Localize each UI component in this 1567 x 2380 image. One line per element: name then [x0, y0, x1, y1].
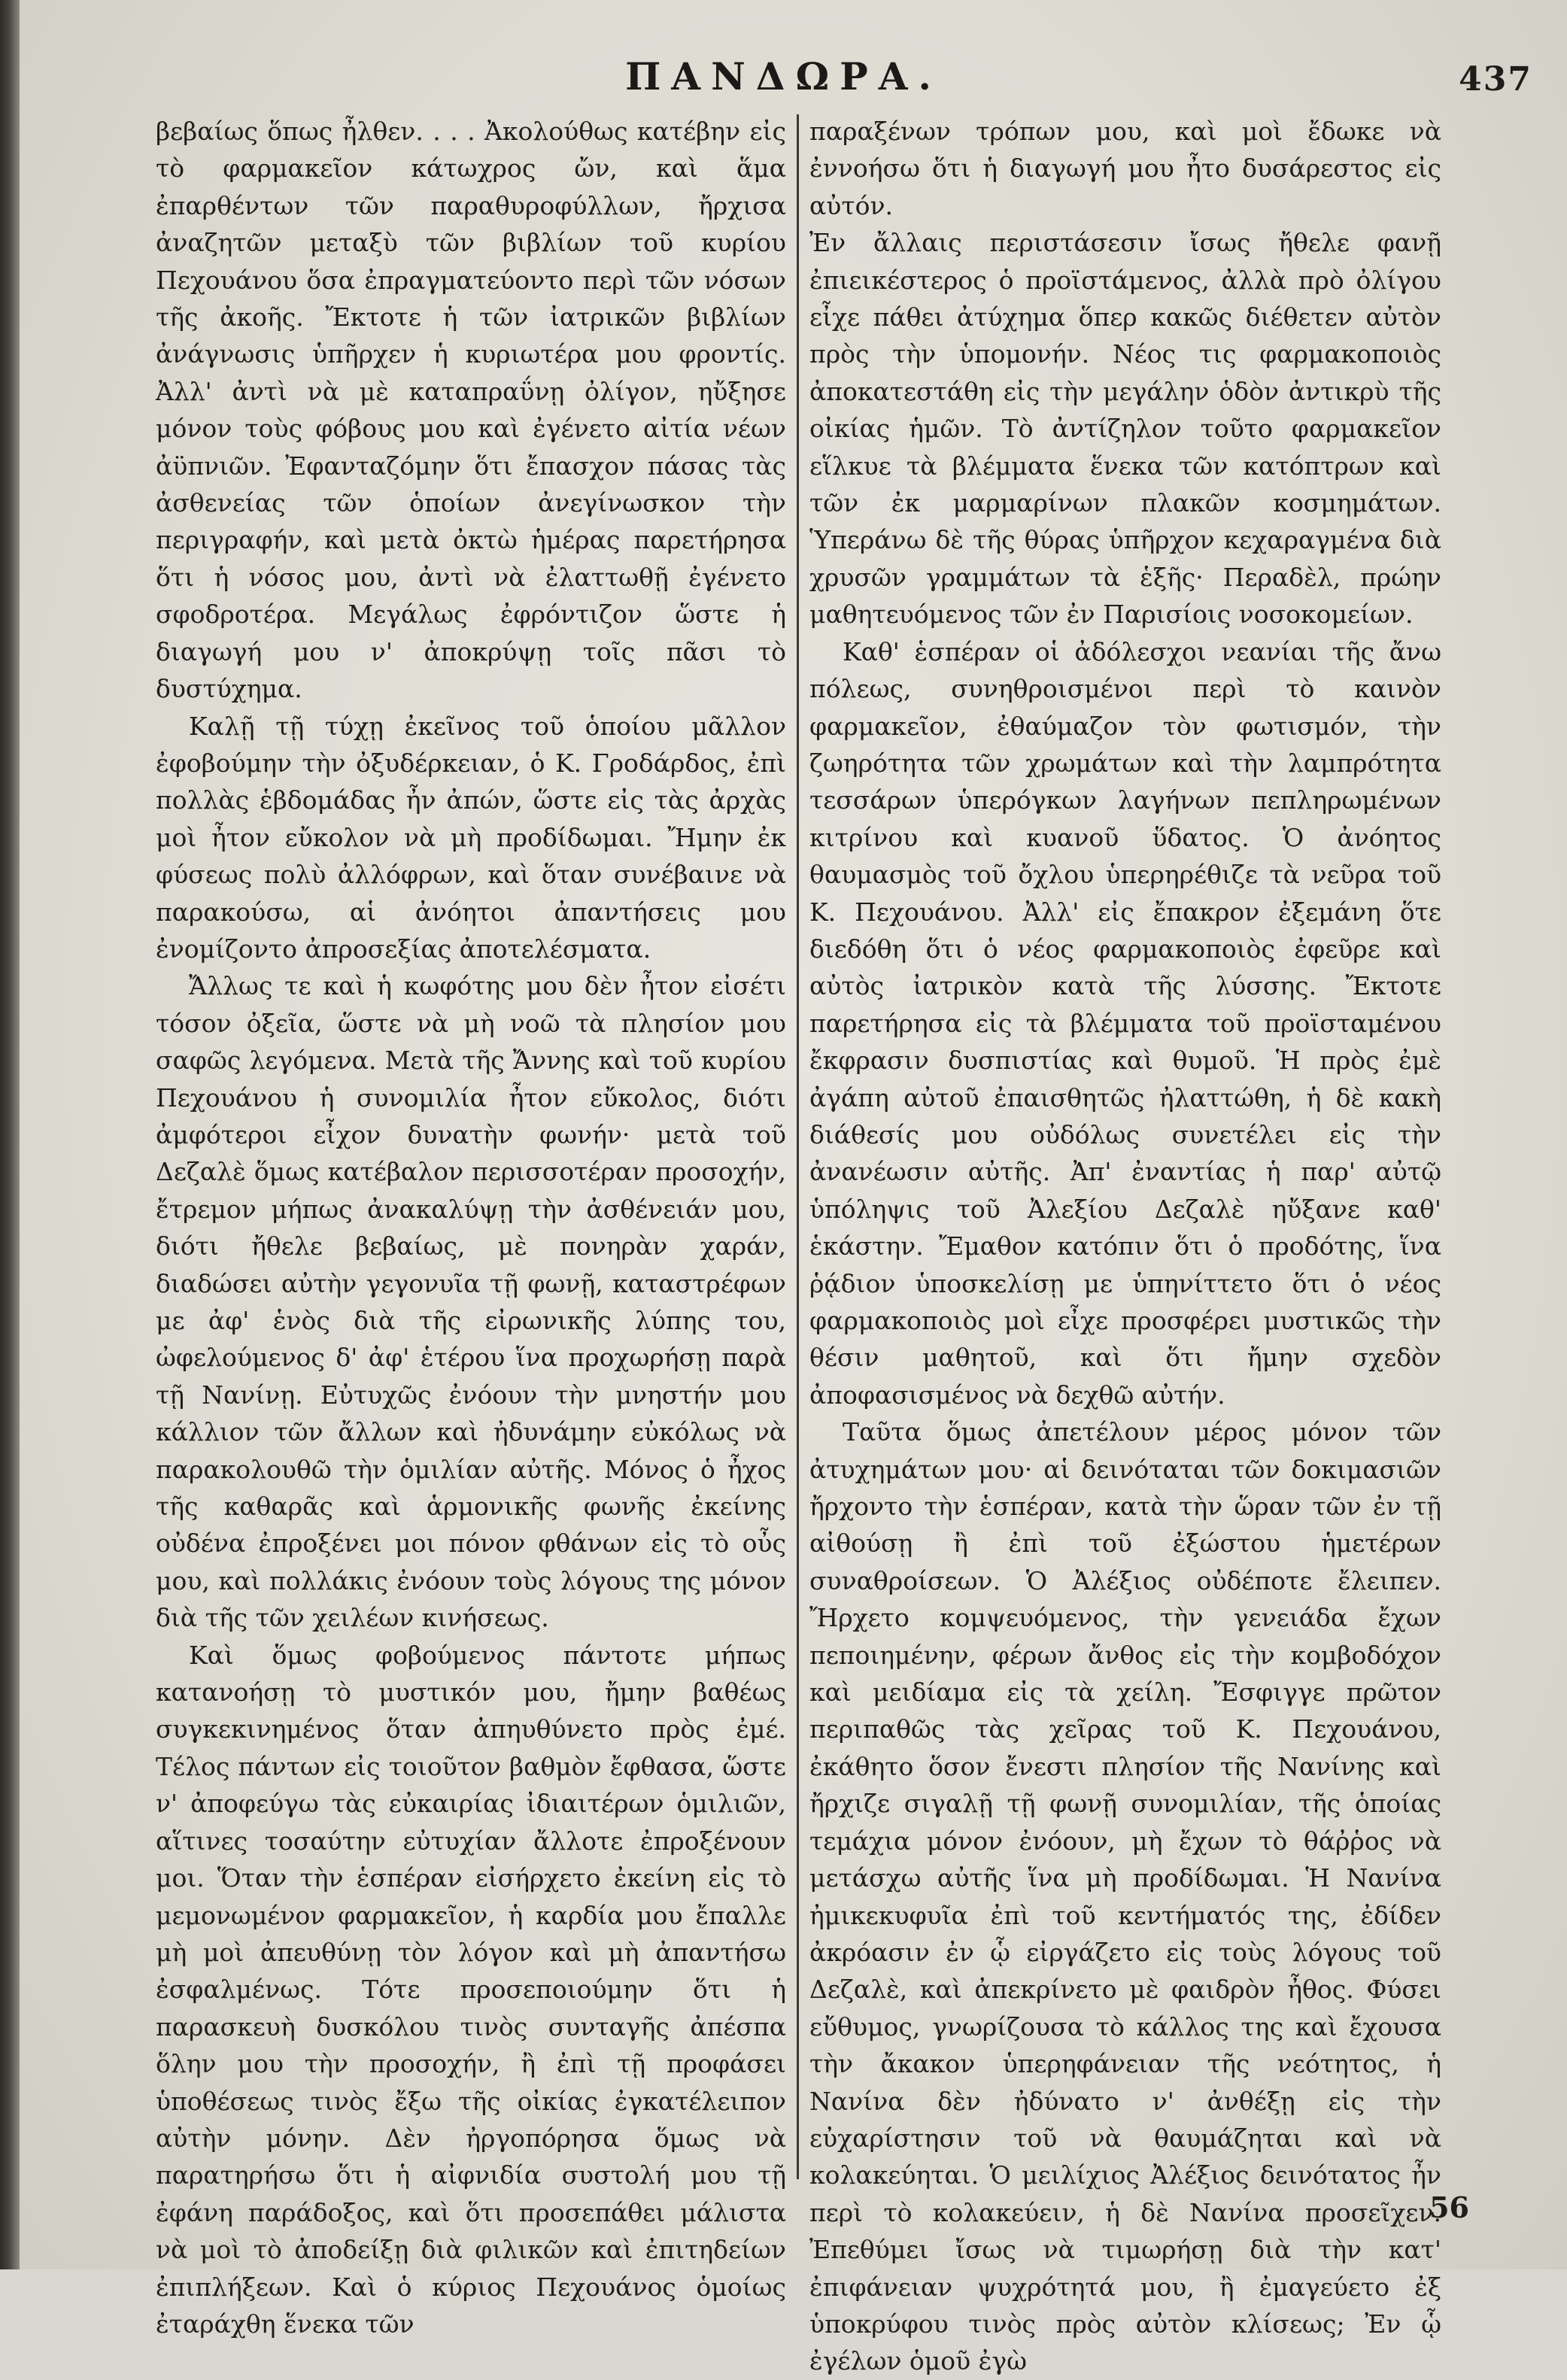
- paragraph: Καὶ ὅμως φοβούμενος πάντοτε μήπως κατανοήσῃ τὸ μυστικόν μου, ἤμην βαθέως συγκεκινημένος ὅταν ἀπηυθύνετο πρὸς ἐμέ. Τέλος πάντων εἰς τοιοῦτον βαθμὸν ἔφθασα, ὥστε ν' ἀποφεύγω τὰς εὐκαιρίας ἰδιαιτέρων ὁμιλιῶν, αἵτινες τοσαύτην εὐτυχίαν ἄλλοτε ἐπροξένουν μοι. Ὅταν τὴν ἑσπέραν εἰσήρχετο ἐκείνη εἰς τὸ μεμονωμένον φαρμακεῖον, ἡ καρδία μου ἔπαλλε μὴ μοὶ ἀπευθύνῃ τὸν λόγον καὶ μὴ ἀπαντήσω ἐσφαλμένως. Τότε προσεποιούμην ὅτι ἡ παρασκευὴ δυσκόλου τινὸς συνταγῆς ἀπέσπα ὅλην μου τὴν προσοχήν, ἢ ἐπὶ τῇ προφάσει ὑποθέσεως τινὸς ἔξω τῆς οἰκίας ἐγκατέλειπον αὐτὴν μόνην. Δὲν ἠργοπόρησα ὅμως νὰ παρατηρήσω ὅτι ἡ αἰφνιδία συστολή μου τῇ ἐφάνη παράδοξος, καὶ ὅτι προσεπάθει μάλιστα νὰ μοὶ τὸ ἀποδείξῃ διὰ φιλικῶν καὶ ἐπιτηδείων ἐπιπλήξεων. Καὶ ὁ κύριος Πεχουάνος ὁμοίως ἐταράχθη ἕνεκα τῶν: [156, 1640, 786, 2339]
- paragraph: Καλῇ τῇ τύχῃ ἐκεῖνος τοῦ ὁποίου μᾶλλον ἐφοβούμην τὴν ὀξυδέρκειαν, ὁ Κ. Γροδάρδος, ἐπὶ πολλὰς ἑβδομάδας ἦν ἀπών, ὥστε εἰς τὰς ἀρχὰς μοὶ ἦτον εὔκολον νὰ μὴ προδίδωμαι. Ἤμην ἐκ φύσεως πολὺ ἀλλόφρων, καὶ ὅταν συνέβαινε νὰ παρακούσω, αἱ ἀνόητοι ἀπαντήσεις μου ἐνομίζοντο ἀπροσεξίας ἀποτελέσματα.: [156, 711, 786, 964]
- column-divider: [797, 114, 799, 2179]
- book-spine-shadow: [0, 0, 20, 2269]
- paragraph: Ἄλλως τε καὶ ἡ κωφότης μου δὲν ἦτον εἰσέτι τόσον ὀξεῖα, ὥστε νὰ μὴ νοῶ τὰ πλησίον μου σαφῶς λεγόμενα. Μετὰ τῆς Ἄννης καὶ τοῦ κυρίου Πεχουάνου ἡ συνομιλία ἦτον εὔκολος, διότι ἀμφότεροι εἶχον δυνατὴν φωνήν· μετὰ τοῦ Δεζαλὲ ὅμως κατέβαλον περισσοτέραν προσοχήν, ἔτρεμον μήπως ἀνακαλύψῃ τὴν ἀσθένειάν μου, διότι ἤθελε βεβαίως, μὲ πονηρὰν χαράν, διαδώσει αὐτὴν γεγονυῖα τῇ φωνῇ, καταστρέφων με ἀφ' ἑνὸς διὰ τῆς εἰρωνικῆς λύπης του, ὠφελούμενος δ' ἀφ' ἑτέρου ἵνα προχωρήσῃ παρὰ τῇ Νανίνῃ. Εὐτυχῶς ἐνόουν τὴν μνηστήν μου κάλλιον τῶν ἄλλων καὶ ἠδυνάμην εὐκόλως νὰ παρακολουθῶ τὴν ὁμιλίαν αὐτῆς. Μόνος ὁ ἦχος τῆς καθαρᾶς καὶ ἁρμονικῆς φωνῆς ἐκείνης οὐδένα ἐπροξένει μοι πόνον φθάνων εἰς τὸ οὖς μου, καὶ πολλάκις ἐνόουν τοὺς λόγους της μόνον διὰ τῆς τῶν χειλέων κινήσεως.: [156, 971, 786, 1633]
- paragraph: Ταῦτα ὅμως ἀπετέλουν μέρος μόνον τῶν ἀτυχημάτων μου· αἱ δεινόταται τῶν δοκιμασιῶν ἤρχοντο τὴν ἑσπέραν, κατὰ τὴν ὥραν τῶν ἐν τῇ αἰθούσῃ ἢ ἐπὶ τοῦ ἐξώστου ἡμετέρων συναθροίσεων. Ὁ Ἀλέξιος οὐδέποτε ἔλειπεν. Ἤρχετο κομψευόμενος, τὴν γενειάδα ἔχων πεποιημένην, φέρων ἄνθος εἰς τὴν κομβοδόχον καὶ μειδίαμα εἰς τὰ χείλη. Ἔσφιγγε πρῶτον περιπαθῶς τὰς χεῖρας τοῦ Κ. Πεχουάνου, ἐκάθητο ὅσον ἔνεστι πλησίον τῆς Νανίνης καὶ ἤρχιζε σιγαλῇ τῇ φωνῇ συνομιλίαν, τῆς ὁποίας τεμάχια μόνον ἐνόουν, μὴ ἔχων τὸ θάῤῥος νὰ μετάσχω αὐτῆς ἵνα μὴ προδίδωμαι. Ἡ Νανίνα ἠμικεκυφυῖα ἐπὶ τοῦ κεντήματός της, ἐδίδεν ἀκρόασιν ἐν ᾧ εἰργάζετο εἰς τοὺς λόγους τοῦ Δεζαλὲ, καὶ ἀπεκρίνετο μὲ φαιδρὸν ἦθος. Φύσει εὔθυμος, γνωρίζουσα τὸ κάλλος της καὶ ἔχουσα τὴν ἄκακον ὑπερηφάνειαν τῆς νεότητος, ἡ Νανίνα δὲν ἠδύνατο ν' ἀνθέξῃ εἰς τὴν εὐχαρίστησιν τοῦ νὰ θαυμάζηται καὶ νὰ κολακεύηται. Ὁ μειλίχιος Ἀλέξιος δεινότατος ἦν περὶ τὸ κολακεύειν, ἡ δὲ Νανίνα προσεῖχεν. Ἐπεθύμει ἴσως νὰ τιμωρήσῃ διὰ τὴν κατ' ἐπιφάνειαν ψυχρότητά μου, ἢ ἐμαγεύετο ἐξ ὑποκρύφου τινὸς πρὸς αὐτὸν κλίσεως; Ἐν ᾧ ἐγέλων ὁμοῦ ἐγὼ: [809, 1417, 1441, 2376]
- paragraph: Καθ' ἑσπέραν οἱ ἀδόλεσχοι νεανίαι τῆς ἄνω πόλεως, συνηθροισμένοι περὶ τὸ καινὸν φαρμακεῖον, ἐθαύμαζον τὸν φωτισμόν, τὴν ζωηρότητα τῶν χρωμάτων καὶ τὴν λαμπρότητα τεσσάρων ὑπερόγκων λαγήνων πεπληρωμένων κιτρίνου καὶ κυανοῦ ὕδατος. Ὁ ἀνόητος θαυμασμὸς τοῦ ὄχλου ὑπερηρέθιζε τὰ νεῦρα τοῦ Κ. Πεχουάνου. Ἀλλ' εἰς ἔπακρον ἐξεμάνη ὅτε διεδόθη ὅτι ὁ νέος φαρμακοποιὸς ἐφεῦρε καὶ αὐτὸς ἰατρικὸν κατὰ τῆς λύσσης. Ἔκτοτε παρετήρησα εἰς τὰ βλέμματα τοῦ προϊσταμένου ἔκφρασιν δυσπιστίας καὶ θυμοῦ. Ἡ πρὸς ἐμὲ ἀγάπη αὐτοῦ ἐπαισθητῶς ἠλαττώθη, ἡ δὲ κακὴ διάθεσίς μου οὐδόλως συνετέλει εἰς τὴν ἀνανέωσιν αὐτῆς. Ἀπ' ἐναντίας ἡ παρ' αὐτῷ ὑπόληψις τοῦ Ἀλεξίου Δεζαλὲ ηὔξανε καθ' ἑκάστην. Ἔμαθον κατόπιν ὅτι ὁ προδότης, ἵνα ῥᾴδιον ὑποσκελίσῃ με ὑπηνίττετο ὅτι ὁ νέος φαρμακοποιὸς μοὶ εἶχε προσφέρει μυστικῶς τὴν θέσιν μαθητοῦ, καὶ ὅτι ἤμην σχεδὸν ἀποφασισμένος νὰ δεχθῶ αὐτήν.: [809, 636, 1441, 1410]
- paragraph: βεβαίως ὅπως ἦλθεν. . . . Ἀκολούθως κατέβην εἰς τὸ φαρμακεῖον κάτωχρος ὤν, καὶ ἅμα ἐπαρθέντων τῶν παραθυροφύλλων, ἤρχισα ἀναζητῶν μεταξὺ τῶν βιβλίων τοῦ κυρίου Πεχουάνου ὅσα ἐπραγματεύοντο περὶ τῶν νόσων τῆς ἀκοῆς. Ἔκτοτε ἡ τῶν ἰατρικῶν βιβλίων ἀνάγνωσις ὑπῆρχεν ἡ κυριωτέρα μου φροντίς. Ἀλλ' ἀντὶ νὰ μὲ καταπραΰνῃ ὀλίγον, ηὔξησε μόνον τοὺς φόβους μου καὶ ἐγένετο αἰτία νέων ἀϋπνιῶν. Ἐφανταζόμην ὅτι ἔπασχον πάσας τὰς ἀσθενείας τῶν ὁποίων ἀνεγίνωσκον τὴν περιγραφήν, καὶ μετὰ ὀκτὼ ἡμέρας παρετήρησα ὅτι ἡ νόσος μου, ἀντὶ νὰ ἐλαττωθῇ ἐγένετο σφοδροτέρα. Μεγάλως ἐφρόντιζον ὥστε ἡ διαγωγή μου ν' ἀποκρύψῃ τοῖς πᾶσι τὸ δυστύχημα.: [156, 117, 786, 704]
- right-column: [809, 113, 1441, 2376]
- left-column: [156, 113, 786, 2339]
- running-head-title: ΠΑΝΔΩΡΑ.: [625, 54, 942, 99]
- page-number: 437: [1459, 60, 1532, 99]
- paragraph: Ἐν ἄλλαις περιστάσεσιν ἴσως ἤθελε φανῇ ἐπιεικέστερος ὁ προϊστάμενος, ἀλλὰ πρὸ ὀλίγου εἶχε πάθει ἀτύχημα ὅπερ κακῶς διέθετεν αὐτὸν πρὸς τὴν ὑπομονήν. Νέος τις φαρμακοποιὸς ἀποκατεστάθη εἰς τὴν μεγάλην ὁδὸν ἀντικρὺ τῆς οἰκίας ἡμῶν. Τὸ ἀντίζηλον τοῦτο φαρμακεῖον εἵλκυε τὰ βλέμματα ἕνεκα τῶν κατόπτρων καὶ τῶν ἐκ μαρμαρίνων πλακῶν κοσμημάτων. Ὑπεράνω δὲ τῆς θύρας ὑπῆρχον κεχαραγμένα διὰ χρυσῶν γραμμάτων τὰ ἑξῆς· Περαδὲλ, πρώην μαθητευόμενος τῶν ἐν Παρισίοις νοσοκομείων.: [809, 228, 1441, 630]
- signature-mark: 56: [1429, 2190, 1469, 2224]
- paragraph: παραξένων τρόπων μου, καὶ μοὶ ἔδωκε νὰ ἐννοήσω ὅτι ἡ διαγωγή μου ἦτο δυσάρεστος εἰς αὐτόν.: [809, 117, 1441, 220]
